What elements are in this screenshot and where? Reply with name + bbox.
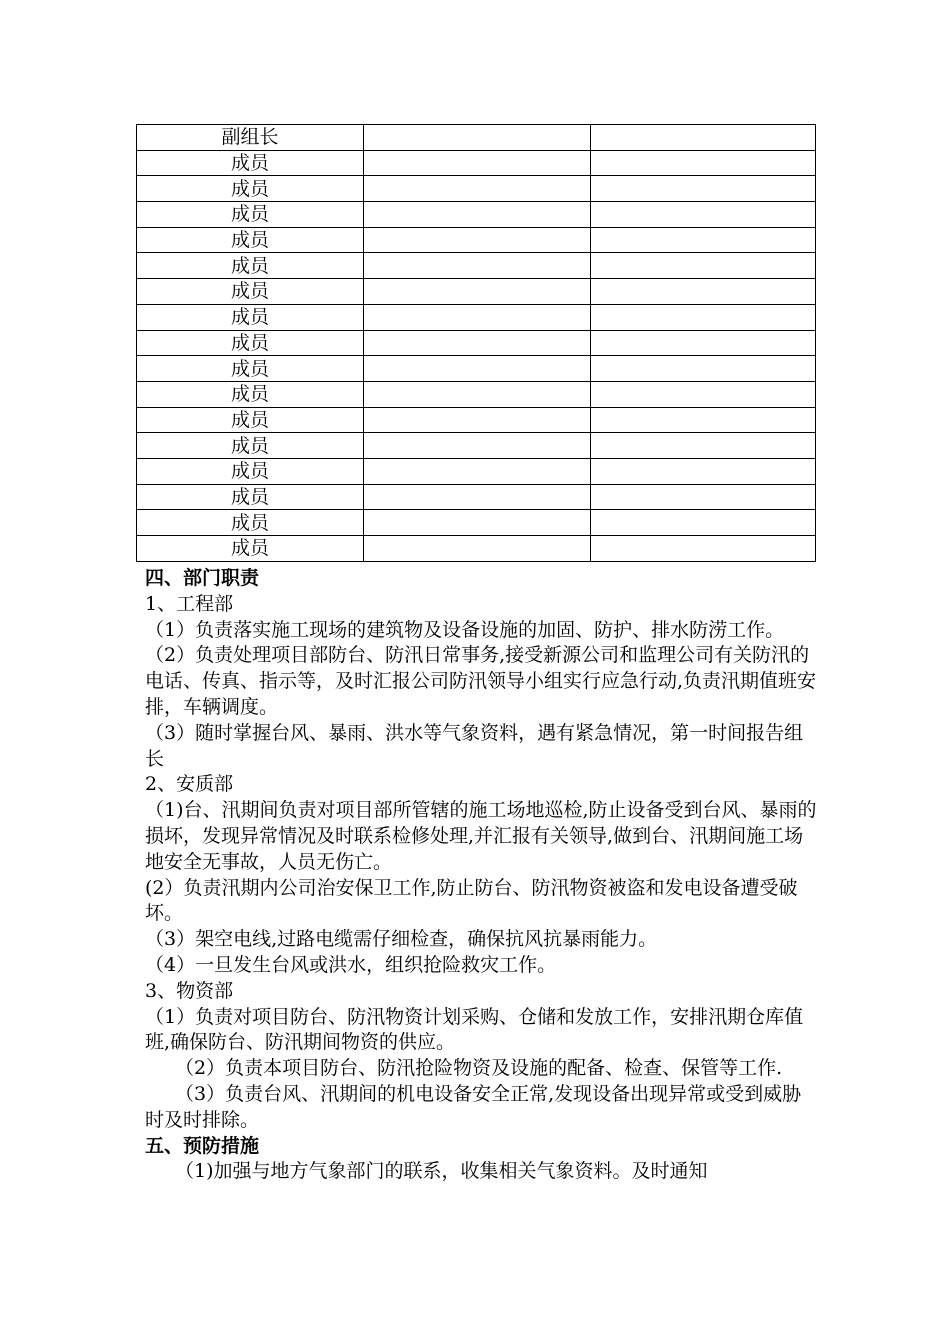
roster-name-cell	[364, 279, 591, 305]
roster-role-cell: 成员	[137, 356, 364, 382]
roster-remark-cell	[591, 484, 816, 510]
dept-engineering-item-1: （1）负责落实施工现场的建筑物及设备设施的加固、防护、排水防涝工作。	[145, 618, 785, 641]
roster-remark-cell	[591, 150, 816, 176]
roster-remark-cell	[591, 279, 816, 305]
roster-name-cell	[364, 510, 591, 536]
roster-row	[137, 227, 816, 253]
prevention-item-1: （1)加强与地方气象部门的联系，收集相关气象资料。及时通知	[175, 1160, 708, 1183]
dept-engineering-item-2: （2）负责处理项目部防台、防汛日常事务,接受新源公司和监理公司有关防汛的电话、传真、指示等，及时汇报公司防汛领导小组实行应急行动,负责汛期值班安排，车辆调度。	[145, 644, 817, 718]
roster-name-cell	[364, 356, 591, 382]
roster-row	[137, 330, 816, 356]
roster-row	[137, 150, 816, 176]
dept-materials-item-2: （2）负责本项目防台、防汛抢险物资及设施的配备、检查、保管等工作.	[175, 1057, 783, 1080]
roster-name-cell	[364, 253, 591, 279]
roster-remark-cell	[591, 176, 816, 202]
dept-materials-title: 3、物资部	[145, 979, 234, 1002]
roster-remark-cell	[591, 381, 816, 407]
roster-role-cell: 成员	[137, 458, 364, 484]
roster-remark-cell	[591, 536, 816, 562]
roster-row	[137, 356, 816, 382]
roster-remark-cell	[591, 356, 816, 382]
roster-name-cell	[364, 202, 591, 228]
roster-row	[137, 458, 816, 484]
section-4-heading: 四、部门职责	[145, 567, 260, 589]
roster-role-cell: 成员	[137, 227, 364, 253]
roster-role-cell: 成员	[137, 536, 364, 562]
roster-remark-cell	[591, 510, 816, 536]
roster-name-cell	[364, 227, 591, 253]
roster-name-cell	[364, 433, 591, 459]
roster-remark-cell	[591, 458, 816, 484]
roster-role-cell: 成员	[137, 304, 364, 330]
roster-name-cell	[364, 176, 591, 202]
roster-name-cell	[364, 304, 591, 330]
roster-role-cell: 副组长	[137, 125, 364, 151]
roster-name-cell	[364, 484, 591, 510]
dept-materials-item-1: （1）负责对项目防台、防汛物资计划采购、仓储和发放工作，安排汛期仓库值班,确保防台、防汛期间物资的供应。	[145, 1005, 804, 1054]
dept-engineering-item-3: （3）随时掌握台风、暴雨、洪水等气象资料，遇有紧急情况，第一时间报告组长	[145, 721, 804, 770]
roster-table	[136, 124, 816, 562]
roster-row	[137, 253, 816, 279]
dept-safety-item-1: （1)台、汛期间负责对项目部所管辖的施工场地巡检,防止设备受到台风、暴雨的损坏，发现异常情况及时联系检修处理,并汇报有关领导,做到台、汛期间施工场地安全无事故，人员无伤亡。	[145, 799, 817, 873]
roster-role-cell: 成员	[137, 176, 364, 202]
dept-safety-item-3: （3）架空电线,过路电缆需仔细检查，确保抗风抗暴雨能力。	[145, 928, 658, 951]
roster-role-cell: 成员	[137, 510, 364, 536]
roster-role-cell: 成员	[137, 330, 364, 356]
roster-row	[137, 510, 816, 536]
roster-role-cell: 成员	[137, 484, 364, 510]
roster-name-cell	[364, 536, 591, 562]
roster-row	[137, 279, 816, 305]
roster-role-cell: 成员	[137, 202, 364, 228]
roster-name-cell	[364, 125, 591, 151]
roster-row	[137, 407, 816, 433]
roster-remark-cell	[591, 433, 816, 459]
dept-safety-title: 2、安质部	[145, 773, 234, 796]
roster-row	[137, 433, 816, 459]
dept-engineering-title: 1、工程部	[145, 592, 234, 615]
roster-role-cell: 成员	[137, 407, 364, 433]
roster-remark-cell	[591, 202, 816, 228]
roster-name-cell	[364, 407, 591, 433]
roster-role-cell: 成员	[137, 433, 364, 459]
roster-remark-cell	[591, 125, 816, 151]
roster-name-cell	[364, 330, 591, 356]
roster-role-cell: 成员	[137, 381, 364, 407]
roster-row	[137, 484, 816, 510]
roster-remark-cell	[591, 330, 816, 356]
roster-row	[137, 202, 816, 228]
roster-remark-cell	[591, 227, 816, 253]
roster-row	[137, 125, 816, 151]
roster-row	[137, 176, 816, 202]
dept-materials-item-3: （3）负责台风、汛期间的机电设备安全正常,发现设备出现异常或受到威胁时及时排除。	[145, 1082, 802, 1131]
roster-role-cell: 成员	[137, 150, 364, 176]
roster-row	[137, 536, 816, 562]
roster-name-cell	[364, 381, 591, 407]
roster-name-cell	[364, 458, 591, 484]
roster-row	[137, 381, 816, 407]
dept-safety-item-2: (2）负责汛期内公司治安保卫工作,防止防台、防汛物资被盗和发电设备遭受破坏。	[145, 876, 798, 925]
roster-role-cell: 成员	[137, 253, 364, 279]
roster-remark-cell	[591, 407, 816, 433]
roster-role-cell: 成员	[137, 279, 364, 305]
roster-row	[137, 304, 816, 330]
dept-safety-item-4: （4）一旦发生台风或洪水，组织抢险救灾工作。	[145, 953, 557, 976]
roster-remark-cell	[591, 304, 816, 330]
roster-name-cell	[364, 150, 591, 176]
roster-remark-cell	[591, 253, 816, 279]
document-body	[145, 566, 817, 1185]
section-5-heading: 五、预防措施	[145, 1134, 260, 1157]
